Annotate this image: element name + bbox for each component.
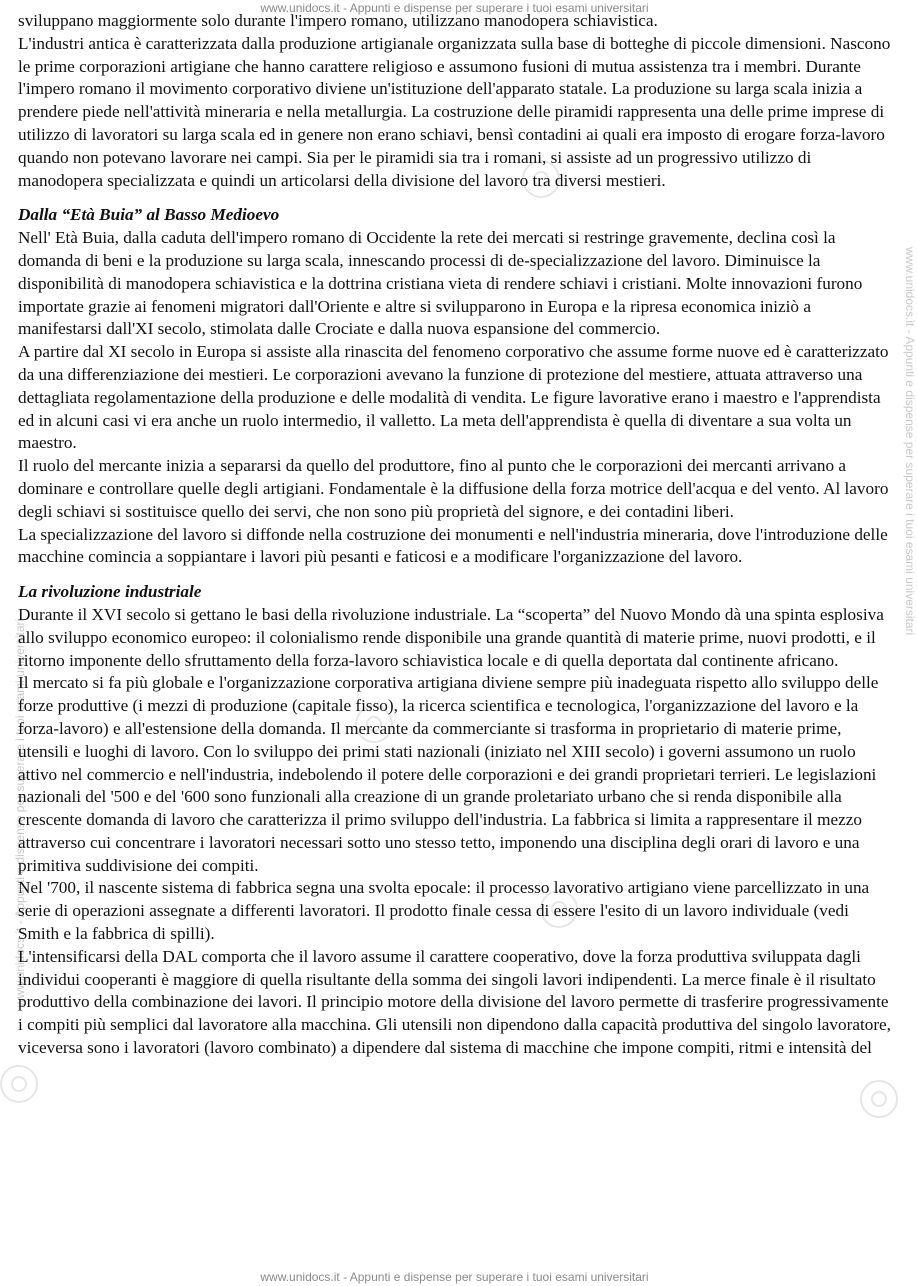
- section-heading: La rivoluzione industriale: [18, 582, 202, 602]
- paragraph: Il mercato si fa più globale e l'organizzazione corporativa artigiana diviene sempre più inadeguata rispetto allo sviluppo delle forze produttive (i mezzi di produzione (capitale fisso), la ricerca scientifica e tecnologica, l'organizzazione del lavoro e la forza-lavoro) e all'estensione della domanda. Il mercante da commerciante si trasforma in proprietario di materie prime, utensili e luoghi di lavoro. Con lo sviluppo dei primi stati nazionali (iniziato nel XIII secolo) i governi assumono un ruolo attivo nel commercio e nell'industria, indebolendo il potere delle corporazioni e dei grandi proprietari terrieri. Le legislazioni nazionali del '500 e del '600 sono funzionali alla creazione di un grande proletariato urbano che si renda disponibile alla crescente domanda di lavoro che caratterizza il primo sviluppo dell'industria. La fabbrica si limita a rappresentare il mezzo attraverso cui concentrare i lavoratori necessari sotto uno stesso tetto, imponendo una disciplina degli orari di lavoro e una primitiva suddivisione dei compiti.: [18, 673, 879, 875]
- paragraph: L'industri antica è caratterizzata dalla produzione artigianale organizzata sulla base di botteghe di piccole dimensioni. Nascono le prime corporazioni artigiane che hanno carattere religioso e assumono fusioni di mutua assistenza tra i membri. Durante l'impero romano il movimento corporativo diviene un'istituzione dell'apparato statale. La produzione su larga scala inizia a prendere piede nell'attività mineraria e nella metallurgia. La costruzione delle piramidi rappresenta una delle prime imprese di utilizzo di lavoratori su larga scala ed in genere non erano schiavi, bensì contadini ai quali era imposto di erogare forza-lavoro quando non potevano lavorare nei campi. Sia per le piramidi sia tra i romani, si assiste ad un progressivo utilizzo di manodopera specializzata e quindi un articolarsi della divisione del lavoro tra diversi mestieri.: [18, 33, 891, 190]
- watermark-logo-icon: [860, 1080, 898, 1118]
- document-page: [18, 10, 892, 1060]
- watermark-logo-icon: [0, 1065, 38, 1103]
- watermark-side-left: www.unidocs.it - Appunti e dispense per superare i tuoi esami universitari: [13, 618, 27, 1007]
- paragraph: Nel '700, il nascente sistema di fabbrica segna una svolta epocale: il processo lavorativo artigiano viene parcellizzato in una serie di operazioni assegnate a differenti lavoratori. Il prodotto finale cessa di essere l'esito di un lavoro individuale (vedi Smith e la fabbrica di spilli).: [18, 878, 870, 944]
- paragraph: L'intensificarsi della DAL comporta che il lavoro assume il carattere cooperativo, dove la forza produttiva sviluppata dagli individui cooperanti è maggiore di quella risultante della somma dei singoli lavori indipendenti. La merce finale è il risultato produttivo della combinazione dei lavori. Il principio motore della divisione del lavoro permette di trasferire progressivamente i compiti più semplici dal lavoratore alla macchina. Gli utensili non dipendono dalla capacità produttiva del singolo lavoratore, viceversa sono i lavoratori (lavoro combinato) a dipendere dal sistema di macchine che impone compiti, ritmi e intensità del: [18, 946, 891, 1058]
- paragraph: sviluppano maggiormente solo durante l'impero romano, utilizzano manodopera schiavistica.: [18, 11, 658, 30]
- section-heading: Dalla “Età Buia” al Basso Medioevo: [18, 205, 280, 225]
- watermark-side-right: www.unidocs.it - Appunti e dispense per superare i tuoi esami universitari: [903, 247, 917, 636]
- watermark-top: www.unidocs.it - Appunti e dispense per superare i tuoi esami universitari: [260, 1, 649, 15]
- paragraph: La specializzazione del lavoro si diffonde nella costruzione dei monumenti e nell'industria mineraria, dove l'introduzione delle macchine comincia a soppiantare i lavori più pesanti e faticosi e a modificare l'organizzazione del lavoro.: [18, 524, 888, 567]
- watermark-bottom: www.unidocs.it - Appunti e dispense per superare i tuoi esami universitari: [260, 1270, 649, 1284]
- paragraph: Il ruolo del mercante inizia a separarsi da quello del produttore, fino al punto che le corporazioni dei mercanti arrivano a dominare e controllare quelle degli artigiani. Fondamentale è la diffusione della forza motrice dell'acqua e del vento. Al lavoro degli schiavi si sostituisce quello dei servi, che non sono più proprietà del signore, e dei contadini liberi.: [18, 456, 889, 521]
- paragraph: Nell' Età Buia, dalla caduta dell'impero romano di Occidente la rete dei mercati si restringe gravemente, declina così la domanda di beni e la produzione su larga scala, innescando processi di de-specializzazione del lavoro. Diminuisce la disponibilità di manodopera schiavistica e la dottrina cristiana vieta di rendere schiavi i cristiani. Molte innovazioni furono importate grazie ai fenomeni migratori dall'Oriente e altre si svilupparono in Europa e la ripresa economica iniziò a manifestarsi dall'XI secolo, stimolata dalle Crociate e dalla nuova espansione del commercio.: [18, 228, 863, 339]
- paragraph: Durante il XVI secolo si gettano le basi della rivoluzione industriale. La “scoperta” del Nuovo Mondo dà una spinta esplosiva allo sviluppo economico europeo: il colonialismo rende disponibile una grande quantità di materie prime, nuovi prodotti, e il ritorno imponente dello sfruttamento della forza-lavoro schiavistica locale e di quella deportata dal continente africano.: [18, 604, 884, 670]
- paragraph: A partire dal XI secolo in Europa si assiste alla rinascita del fenomeno corporativo che assume forme nuove ed è caratterizzato da una differenziazione dei mestieri. Le corporazioni avevano la funzione di protezione del mestiere, attuata attraverso una dettagliata regolamentazione della produzione e delle modalità di vendita. Le figure lavorative erano i maestro e l'apprendista ed in alcuni casi vi era anche un ruolo intermedio, il valletto. La meta dell'apprendista è quella di diventare a sua volta un maestro.: [18, 342, 889, 453]
